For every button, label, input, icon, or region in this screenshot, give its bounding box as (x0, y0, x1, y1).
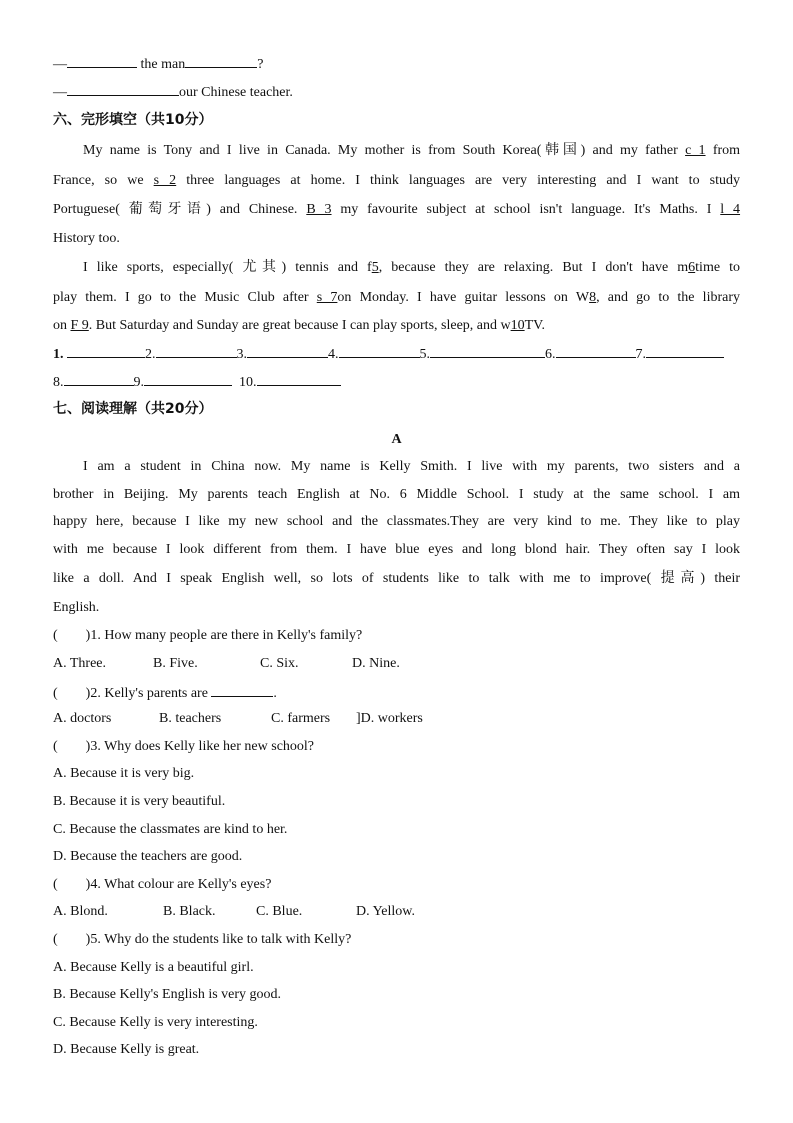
question-mark: ? (257, 57, 264, 72)
option-d[interactable]: D. Yellow. (356, 904, 415, 919)
answer-number: 1. (53, 347, 64, 362)
dialogue-text: our Chinese teacher. (179, 85, 293, 100)
question-4 (53, 876, 740, 894)
passage-label: A (391, 432, 402, 447)
question-1 (53, 627, 740, 645)
question-text: 3. Why does Kelly like her new school? (90, 739, 315, 754)
cloze-blank-5: 5 (371, 260, 379, 275)
cloze-text: three languages at home. I think languages are very interesting and I want to study (186, 173, 741, 188)
answer-row-1 (53, 344, 740, 364)
answer-paren[interactable]: ( ) (53, 739, 91, 754)
answer-blank-6[interactable] (556, 344, 636, 358)
cloze-text: play them. I go to the Music Club after (53, 290, 309, 305)
answer-paren[interactable]: ( ) (53, 628, 91, 643)
dialogue-line-2: — our Chinese teacher. (53, 82, 740, 102)
answer-number: 2. (145, 347, 156, 362)
option-a[interactable]: A. Three. (53, 656, 106, 671)
passage-line: like a doll. And I speak English well, so lots of students like to talk with me to improve( 提高) their (53, 571, 740, 586)
answer-blank[interactable] (185, 54, 257, 68)
option-c[interactable]: C. Because Kelly is very interesting. (53, 1015, 258, 1030)
option-d[interactable]: D. Because the teachers are good. (53, 849, 243, 864)
option-c[interactable]: C. farmers (271, 711, 331, 726)
question-2: ( )2. Kelly's parents are . (53, 683, 740, 703)
question-text: 1. How many people are there in Kelly's family? (90, 628, 363, 643)
passage-line: with me because I look different from them. I have blue eyes and long blond hair. They often say I look (53, 542, 740, 557)
question-3 (53, 738, 740, 756)
cloze-line (53, 172, 740, 190)
answer-number: 3. (236, 347, 247, 362)
cloze-blank-8: 8 (589, 290, 597, 305)
option-b[interactable]: B. Because Kelly's English is very good. (53, 987, 282, 1002)
cloze-text: My name is Tony and I live in Canada. My mother is from South Korea(韩国) and my father (83, 143, 678, 158)
question-text: 5. Why do the students like to talk with Kelly? (90, 932, 352, 947)
option-b[interactable]: B. Black. (163, 904, 216, 919)
cloze-line (53, 289, 740, 307)
cloze-text: TV. (524, 318, 545, 333)
cloze-line (53, 142, 740, 160)
passage-line: I am a student in China now. My name is Kelly Smith. I live with my parents, two sisters and a (83, 459, 740, 474)
passage-line: brother in Beijing. My parents teach English at No. 6 Middle School. I study at the same school. I am (53, 487, 740, 502)
answer-number: 9. (133, 375, 144, 390)
cloze-text: Portuguese( 葡萄牙语) and Chinese. (53, 202, 298, 217)
cloze-text: , and go to the library (596, 290, 741, 305)
answer-blank[interactable] (67, 82, 179, 96)
answer-number: 8. (53, 375, 64, 390)
dialogue-text: the man (140, 57, 186, 72)
options-row (53, 655, 740, 673)
option-b[interactable]: B. Because it is very beautiful. (53, 794, 226, 809)
section-7-title: 七、阅读理解（共20分） (53, 401, 213, 417)
answer-row-2 (53, 372, 740, 392)
cloze-blank-3: B 3 (306, 202, 332, 217)
passage-line: happy here, because I like my new school and the classmates.They are very kind to me. They like to play (53, 514, 740, 529)
option-a[interactable]: A. Blond. (53, 904, 108, 919)
cloze-text: on Monday. I have guitar lessons on W (337, 290, 590, 305)
option-b[interactable]: B. Five. (153, 656, 198, 671)
answer-blank-5[interactable] (430, 344, 545, 358)
answer-number: 7. (635, 347, 646, 362)
answer-blank-4[interactable] (339, 344, 420, 358)
cloze-blank-7: s 7 (316, 290, 338, 305)
question-text: 2. Kelly's parents are (90, 686, 208, 701)
answer-number: 4. (328, 347, 339, 362)
answer-paren[interactable]: ( ) (53, 932, 91, 947)
cloze-blank-1: c 1 (685, 143, 706, 158)
answer-blank-1[interactable] (67, 344, 145, 358)
answer-blank-7[interactable] (646, 344, 724, 358)
cloze-line (53, 201, 740, 219)
cloze-line: History too. (53, 231, 120, 246)
options-row (53, 710, 740, 728)
cloze-blank-2: s 2 (153, 173, 177, 188)
answer-blank-9[interactable] (144, 372, 232, 386)
cloze-blank-6: 6 (688, 260, 696, 275)
answer-blank-3[interactable] (247, 344, 328, 358)
cloze-text: . But Saturday and Sunday are great because I can play sports, sleep, and w (88, 318, 511, 333)
cloze-text: time to (695, 260, 740, 275)
answer-number: 5. (419, 347, 430, 362)
question-text: 4. What colour are Kelly's eyes? (90, 877, 272, 892)
answer-paren[interactable]: ( ) (53, 686, 91, 701)
options-row (53, 903, 740, 921)
passage-line: English. (53, 600, 100, 615)
answer-blank-2[interactable] (156, 344, 237, 358)
option-d[interactable]: ]D. workers (356, 711, 423, 726)
answer-number: 6. (545, 347, 556, 362)
option-d[interactable]: D. Nine. (352, 656, 400, 671)
cloze-line (53, 317, 740, 335)
cloze-blank-10: 10 (510, 318, 525, 333)
dialogue-line-1: — the man ? (53, 54, 740, 74)
option-a[interactable]: A. Because Kelly is a beautiful girl. (53, 960, 254, 975)
question-5 (53, 931, 740, 949)
option-d[interactable]: D. Because Kelly is great. (53, 1042, 200, 1057)
option-c[interactable]: C. Blue. (256, 904, 303, 919)
cloze-text: , because they are relaxing. But I don't have m (378, 260, 689, 275)
answer-number: 10. (239, 375, 257, 390)
answer-blank-8[interactable] (64, 372, 134, 386)
cloze-blank-4: l 4 (720, 202, 741, 217)
answer-blank-10[interactable] (257, 372, 341, 386)
option-a[interactable]: A. doctors (53, 711, 112, 726)
cloze-text: I like sports, especially( 尤其) tennis and f (83, 260, 372, 275)
answer-blank[interactable] (211, 683, 273, 697)
cloze-line (53, 259, 740, 277)
cloze-text: from (712, 143, 741, 158)
option-a[interactable]: A. Because it is very big. (53, 766, 195, 781)
answer-paren[interactable]: ( ) (53, 877, 91, 892)
section-6-title: 六、完形填空（共10分） (53, 112, 213, 128)
option-c[interactable]: C. Six. (260, 656, 299, 671)
option-c[interactable]: C. Because the classmates are kind to her. (53, 822, 288, 837)
answer-blank[interactable] (67, 54, 137, 68)
cloze-text: France, so we (53, 173, 144, 188)
cloze-text: my favourite subject at school isn't language. It's Maths. I (340, 202, 712, 217)
option-b[interactable]: B. teachers (159, 711, 222, 726)
cloze-blank-9: F 9 (70, 318, 89, 333)
cloze-text: on (53, 318, 67, 333)
